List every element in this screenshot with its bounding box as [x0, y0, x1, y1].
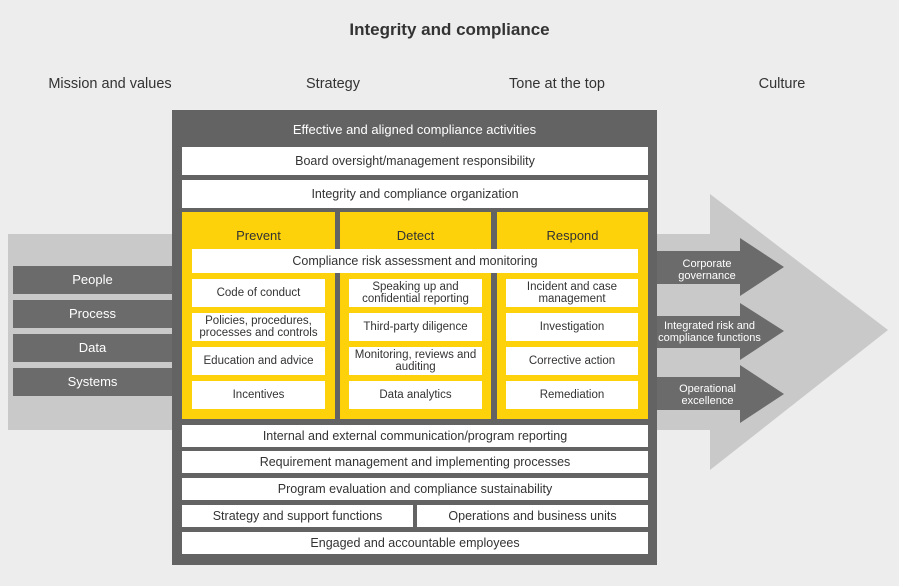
incident-item: Incident and case management — [506, 279, 638, 307]
detect-heading: Detect — [396, 228, 435, 243]
operations-bar: Operations and business units — [417, 505, 648, 527]
remediation-item: Remediation — [506, 381, 638, 409]
data-box: Data — [13, 334, 172, 362]
evaluation-bar: Program evaluation and compliance sustainability — [182, 478, 648, 500]
strategy-support-bar: Strategy and support functions — [182, 505, 413, 527]
communication-bar: Internal and external communication/program reporting — [182, 425, 648, 447]
third-party-item: Third-party diligence — [349, 313, 482, 341]
requirement-bar: Requirement management and implementing processes — [182, 451, 648, 473]
diagram-title: Integrity and compliance — [349, 20, 550, 39]
monitoring-item: Monitoring, reviews and auditing — [349, 347, 482, 375]
prevent-heading: Prevent — [236, 228, 281, 243]
header-mission-values: Mission and values — [48, 76, 172, 92]
operational-excellence-label: Operational excellence — [679, 383, 736, 407]
corrective-action-item: Corrective action — [506, 347, 638, 375]
header-strategy: Strategy — [306, 76, 360, 92]
risk-assessment-bar: Compliance risk assessment and monitoring — [192, 249, 638, 273]
corporate-governance-label: Corporate governance — [678, 258, 736, 282]
header-tone-at-top: Tone at the top — [509, 76, 605, 92]
code-of-conduct-item: Code of conduct — [192, 279, 325, 307]
education-item: Education and advice — [192, 347, 325, 375]
employees-bar: Engaged and accountable employees — [182, 532, 648, 554]
board-oversight-bar: Board oversight/management responsibility — [182, 147, 648, 175]
organization-bar: Integrity and compliance organization — [182, 180, 648, 208]
integrated-risk-label: Integrated risk and compliance functions — [658, 320, 761, 344]
data-analytics-item: Data analytics — [349, 381, 482, 409]
systems-box: Systems — [13, 368, 172, 396]
people-box: People — [13, 266, 172, 294]
header-culture: Culture — [758, 76, 806, 92]
respond-heading: Respond — [546, 228, 599, 243]
investigation-item: Investigation — [506, 313, 638, 341]
speaking-up-item: Speaking up and confidential reporting — [349, 279, 482, 307]
frame-title: Effective and aligned compliance activities — [292, 122, 537, 137]
process-box: Process — [13, 300, 172, 328]
incentives-item: Incentives — [192, 381, 325, 409]
policies-item: Policies, procedures, processes and controls — [192, 313, 325, 341]
